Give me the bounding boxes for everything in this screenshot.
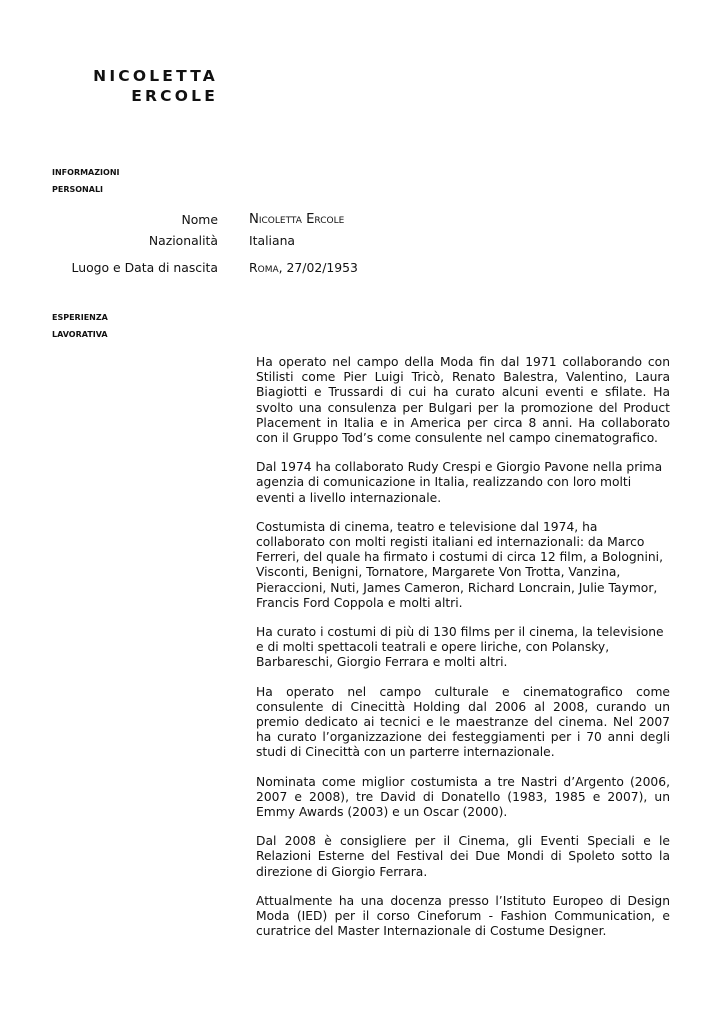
section-heading-line: lavorativa	[52, 327, 108, 340]
cv-name-heading	[60, 66, 218, 106]
birth-date: , 27/02/1953	[278, 260, 358, 275]
experience-paragraph: Costumista di cinema, teatro e televisione dal 1974, ha collaborato con molti registi italiani ed internazionali: da Marco Ferreri, del quale ha firmato i costumi di circa 12 film, a Bolognini, Visconti, Benigni, Tornatore, Margarete Von Trotta, Vanzina, Pieraccioni, Nuti, James Cameron, Richard Loncrain, Julie Taymor, Francis Ford Coppola e molti altri.	[256, 519, 663, 610]
value-name: Nicoletta Ercole	[249, 212, 345, 227]
value-nationality: Italiana	[249, 233, 296, 248]
work-experience-text	[256, 355, 670, 954]
experience-paragraph: Ha operato nel campo della Moda fin dal 1971 collaborando con Stilisti come Pier Luigi Tricò, Renato Balestra, Valentino, Laura Biagiotti e Trussardi di cui ha curato alcuni eventi e sfilate. Ha svolto una consulenza per Bulgari per la promozione del Product Placement in Italia e in America per circa 8 anni. Ha collaborato con il Gruppo Tod’s come consulente nel campo cinematografico.	[256, 355, 670, 446]
experience-paragraph: Ha operato nel campo culturale e cinematografico come consulente di Cinecittà Holding dal 2006 al 2008, curando un premio dedicato ai tecnici e le maestranze del cinema. Nel 2007 ha curato l’organizzazione dei festeggiamenti per i 70 anni degli studi di Cinecittà con un parterre internazionale.	[256, 684, 670, 760]
label-name: Nome	[181, 212, 218, 227]
first-name: NICOLETTA	[93, 67, 218, 85]
experience-paragraph: Ha curato i costumi di più di 130 films per il cinema, la televisione e di molti spettacoli teatrali e opere liriche, con Polansky, Barbareschi, Giorgio Ferrara e molti altri.	[256, 625, 664, 670]
last-name: ERCOLE	[131, 87, 218, 105]
experience-paragraph: Dal 1974 ha collaborato Rudy Crespi e Giorgio Pavone nella prima agenzia di comunicazione in Italia, realizzando con loro molti eventi a livello internazionale.	[256, 460, 663, 505]
section-heading-work-experience	[52, 308, 108, 342]
experience-paragraph: Attualmente ha una docenza presso l’Istituto Europeo di Design Moda (IED) per il corso Cineforum - Fashion Communication, e curatrice del Master Internazionale di Costume Designer.	[256, 893, 670, 939]
section-heading-line: informazioni	[52, 165, 120, 178]
section-heading-line: esperienza	[52, 310, 108, 323]
experience-paragraph: Nominata come miglior costumista a tre Nastri d’Argento (2006, 2007 e 2008), tre David di Donatello (1983, 1985 e 2007), un Emmy Awards (2003) e un Oscar (2000).	[256, 774, 670, 820]
birth-city: Roma	[249, 260, 279, 275]
label-birth: Luogo e Data di nascita	[71, 260, 218, 275]
experience-paragraph: Dal 2008 è consigliere per il Cinema, gli Eventi Speciali e le Relazioni Esterne del Festival dei Due Mondi di Spoleto sotto la direzione di Giorgio Ferrara.	[256, 834, 670, 879]
label-nationality: Nazionalità	[148, 233, 218, 248]
value-birth	[249, 260, 358, 276]
section-heading-personal-info	[52, 163, 120, 197]
section-heading-line: personali	[52, 182, 104, 195]
